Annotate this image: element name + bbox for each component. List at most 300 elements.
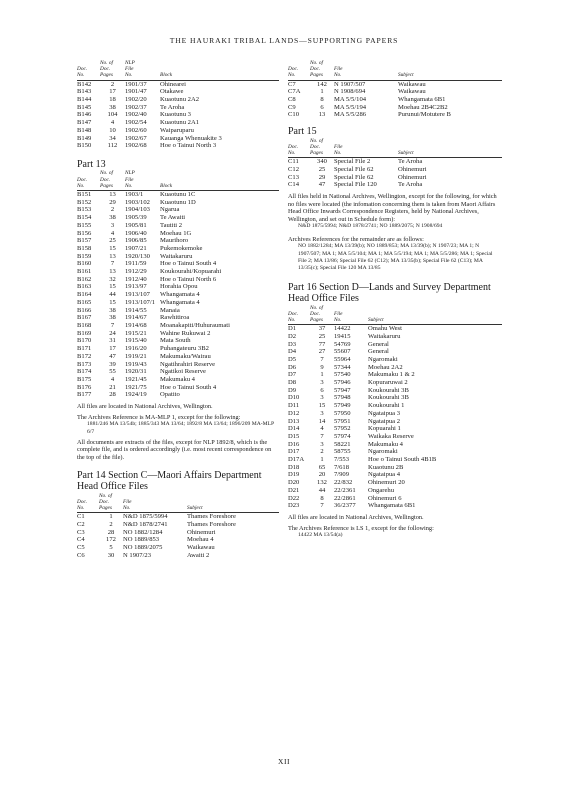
- table-cell: B143: [77, 88, 92, 96]
- table-cell: 7: [320, 355, 324, 363]
- table-cell: 15: [109, 283, 116, 291]
- table-cell: Kopuarahi 1: [368, 425, 401, 433]
- table-row: [77, 361, 279, 369]
- table-cell: D10: [288, 394, 300, 402]
- table-row: [77, 111, 279, 119]
- table-row: [288, 456, 502, 464]
- table-cell: 25: [109, 237, 116, 245]
- table-cell: B159: [77, 252, 92, 260]
- table-cell: C7: [288, 80, 296, 88]
- column-header-nlp: NLP File No.: [125, 60, 160, 80]
- table-cell: 8: [320, 96, 324, 104]
- table-cell: 1903/1: [125, 191, 144, 199]
- table-cell: 55607: [334, 348, 351, 356]
- table-cell: B150: [77, 142, 92, 150]
- table-cell: 1904/103: [125, 206, 150, 214]
- table-cell: 1906/40: [125, 229, 147, 237]
- table-row: [77, 119, 279, 127]
- table-cell: 39: [109, 360, 116, 368]
- part-16-table: [288, 305, 502, 510]
- table-cell: B165: [77, 298, 92, 306]
- table-row: [77, 376, 279, 384]
- table-row: [77, 80, 279, 88]
- table-cell: 1901/47: [125, 88, 147, 96]
- column-header-pages: No. of Doc. Pages: [100, 170, 125, 190]
- table-cell: Ngataipua 2: [368, 417, 401, 425]
- table-cell: B146: [77, 111, 92, 119]
- table-cell: 1914/68: [125, 322, 147, 329]
- table-cell: B144: [77, 96, 92, 104]
- table-cell: 54769: [334, 340, 351, 348]
- table-cell: C9: [288, 103, 296, 111]
- table-cell: NO 1889/2075: [123, 544, 163, 552]
- table-cell: 57951: [334, 417, 351, 425]
- table-cell: 1: [320, 371, 324, 379]
- table-cell: C8: [288, 96, 296, 104]
- part-13-archives-reference: The Archives Reference is MA-MLP 1, except for the following:: [77, 413, 241, 421]
- table-row: [77, 88, 279, 96]
- table-row: [288, 333, 502, 341]
- table-cell: D11: [288, 402, 300, 410]
- part-15-missing-files: N&D 1875/5994; N&D 1878/2741; NO 1889/2075; N 1908/694: [298, 223, 443, 230]
- table-row: [288, 464, 502, 472]
- column-header-file: File No.: [123, 493, 187, 513]
- table-cell: D15: [288, 432, 300, 440]
- table-cell: Thames Foreshore: [187, 513, 236, 521]
- table-row: [288, 425, 502, 433]
- table-cell: MA 5/5/286: [334, 111, 367, 119]
- table-cell: N&D 1878/2741: [123, 520, 168, 528]
- table-row: [77, 191, 279, 199]
- table-cell: B158: [77, 244, 92, 252]
- table-cell: Moehau 2B4C2B2: [398, 103, 448, 111]
- table-row: [288, 356, 502, 364]
- table-cell: 17: [109, 88, 116, 96]
- table-cell: 1913/107: [125, 291, 150, 299]
- table-cell: 38: [109, 306, 116, 314]
- table-cell: Ngatikoi Reserve: [160, 368, 206, 376]
- table-cell: Ohinemuri 20: [368, 479, 405, 487]
- table-cell: MA 5/5/104: [334, 96, 367, 104]
- table-cell: 2: [110, 206, 115, 214]
- part-14-table: [77, 493, 279, 560]
- table-row: [77, 96, 279, 104]
- table-cell: B164: [77, 291, 92, 299]
- table-row: [77, 345, 279, 353]
- table-cell: Kuaotunu 2A2: [160, 96, 200, 104]
- table-cell: Hoe o Tainui South 4: [160, 383, 217, 391]
- table-cell: Kuaotunu 1D: [160, 198, 196, 206]
- table-cell: C10: [288, 111, 299, 119]
- part-13-location-note: All files are located in National Archives, Wellington.: [77, 403, 213, 411]
- table-cell: B142: [77, 80, 92, 88]
- table-cell: 172: [106, 536, 116, 544]
- table-cell: Ngaromaki: [368, 355, 398, 363]
- table-cell: 7/618: [334, 463, 350, 471]
- table-header-row: [77, 60, 279, 80]
- table-cell: 25: [318, 332, 326, 340]
- table-row: [288, 181, 502, 189]
- column-header-pages: No. of Doc. Pages: [310, 138, 334, 158]
- table-row: [77, 214, 279, 222]
- table-cell: 57947: [334, 386, 351, 394]
- table-cell: 340: [317, 158, 327, 166]
- table-cell: 22/2861: [334, 494, 356, 502]
- table-cell: Ongarehu: [368, 486, 394, 494]
- table-cell: Special File 2: [334, 158, 371, 166]
- table-cell: B177: [77, 391, 92, 399]
- column-header-pages: No. of Doc. Pages: [310, 60, 334, 80]
- table-cell: 4: [320, 425, 324, 433]
- table-row: [77, 283, 279, 291]
- table-cell: MA 5/5/194: [334, 103, 367, 111]
- table-cell: 4: [110, 375, 115, 383]
- table-cell: 28: [107, 528, 115, 536]
- column-header-doc: Doc. No.: [77, 170, 100, 190]
- table-cell: 1924/19: [125, 391, 147, 399]
- left-column: [77, 60, 279, 559]
- table-cell: D9: [288, 386, 297, 394]
- table-cell: C11: [288, 158, 299, 166]
- table-row: [77, 230, 279, 238]
- table-cell: 7: [320, 432, 324, 440]
- table-row: [77, 245, 279, 253]
- table-row: [77, 391, 279, 399]
- table-cell: Tautiti 2: [160, 221, 183, 229]
- table-cell: B171: [77, 345, 92, 353]
- table-cell: 1902/37: [125, 103, 147, 111]
- part-15-reference-list: NO 1882/1284; MA 13/39(b); NO 1889/853; MA 13/39(b); N 1907/23; MA 1; N 1907/507; MA 1; MA 5/5/104; MA 1; MA 5/5/194; MA 1; MA 5/5/286; MA 1; Special File 2; MA 13/86; Special File 62 (C12); MA 13/35(b); Special File 62 (C13); MA 13/35(c); Special File 120 MA 13/85: [298, 243, 493, 272]
- table-row: [288, 96, 502, 104]
- table-cell: Ngarua: [160, 206, 180, 214]
- table-row: [288, 448, 502, 456]
- table-cell: Moehau 4: [187, 536, 214, 544]
- table-cell: 47: [109, 352, 116, 360]
- part-15-table: [288, 138, 502, 189]
- table-cell: Hoe o Tainui North 6: [160, 275, 217, 283]
- table-cell: 21: [109, 383, 116, 391]
- table-cell: 1905/81: [125, 221, 147, 229]
- table-cell: 19415: [334, 332, 351, 340]
- column-header-block: Block: [160, 170, 279, 190]
- column-header-file: File No.: [334, 305, 368, 325]
- table-cell: 1902/40: [125, 111, 147, 119]
- table-c-continued: [288, 60, 502, 119]
- column-header-doc: Doc. No.: [288, 305, 310, 325]
- table-cell: B148: [77, 126, 92, 134]
- table-row: [77, 330, 279, 338]
- table-cell: 8: [320, 494, 324, 502]
- table-cell: Whangamata 6B1: [368, 502, 416, 510]
- table-cell: 2: [320, 448, 324, 456]
- page-number: XII: [278, 757, 290, 766]
- table-cell: 65: [318, 463, 326, 471]
- table-cell: Ohinemuri: [398, 173, 427, 181]
- table-cell: 1: [320, 88, 324, 96]
- table-cell: 20: [318, 471, 326, 479]
- table-cell: Waiparuparu: [160, 126, 194, 134]
- table-header-row: [77, 493, 279, 513]
- part-14-heading: Part 14 Section C—Maori Affairs Department Head Office Files: [77, 469, 262, 493]
- table-cell: Ngataipua 4: [368, 471, 401, 479]
- table-row: [77, 206, 279, 214]
- table-cell: 1913/107/1: [125, 298, 156, 306]
- table-row: [288, 487, 502, 495]
- table-cell: 1914/55: [125, 306, 147, 314]
- table-cell: General: [368, 348, 389, 356]
- table-cell: NO 1889/853: [123, 536, 160, 544]
- table-cell: Koukourahi 3B: [368, 386, 409, 394]
- table-cell: B154: [77, 214, 92, 222]
- table-cell: 58755: [334, 448, 351, 456]
- table-cell: N 1907/23: [123, 551, 152, 559]
- table-row: [77, 127, 279, 135]
- table-cell: Waikaka Reserve: [368, 432, 414, 440]
- table-cell: B145: [77, 103, 92, 111]
- table-cell: 13: [109, 252, 116, 260]
- table-cell: Special File 62: [334, 165, 374, 173]
- table-row: [288, 387, 502, 395]
- table-cell: Kuaotunu 1C: [160, 191, 196, 199]
- column-header-doc: Doc. No.: [288, 138, 310, 158]
- table-cell: B169: [77, 329, 92, 337]
- table-cell: 57952: [334, 425, 351, 433]
- table-cell: Wahine Rukuwai 2: [160, 329, 211, 337]
- table-row: [288, 325, 502, 333]
- table-cell: D13: [288, 417, 300, 425]
- table-cell: C13: [288, 173, 299, 181]
- column-header-doc: Doc. No.: [77, 60, 100, 80]
- table-cell: 1920/130: [125, 252, 150, 260]
- table-cell: Manaia: [160, 306, 180, 314]
- column-header-subject: Subject: [187, 493, 279, 513]
- table-cell: Whangamata 6B1: [398, 96, 446, 104]
- table-row: [288, 502, 502, 510]
- table-cell: 2: [109, 520, 113, 528]
- table-cell: 1: [320, 456, 324, 464]
- column-header-subject: Subject: [368, 305, 502, 325]
- column-header-pages: No. of Doc. Pages: [99, 493, 123, 513]
- table-cell: Whangamata 4: [160, 291, 200, 299]
- table-cell: 7: [110, 260, 115, 268]
- table-cell: C2: [77, 520, 85, 528]
- table-cell: Rawhitiroa: [160, 314, 190, 322]
- table-cell: 27: [318, 348, 326, 356]
- table-cell: B167: [77, 314, 92, 322]
- table-cell: D20: [288, 479, 300, 487]
- table-cell: Kuaotunu 2B: [368, 463, 404, 471]
- table-cell: 5: [109, 544, 113, 552]
- table-cell: D4: [288, 348, 297, 356]
- table-row: [288, 418, 502, 426]
- table-cell: B152: [77, 198, 92, 206]
- table-b-top: [77, 60, 279, 150]
- table-cell: Opatito: [160, 391, 180, 399]
- table-cell: 57344: [334, 363, 351, 371]
- table-cell: Ngatihrahiri Reserve: [160, 360, 216, 368]
- table-cell: 57948: [334, 394, 351, 402]
- table-cell: D1: [288, 325, 297, 333]
- table-cell: 1906/85: [125, 237, 147, 245]
- table-cell: D6: [288, 363, 297, 371]
- table-row: [77, 307, 279, 315]
- table-cell: 29: [318, 173, 326, 181]
- table-cell: B172: [77, 352, 92, 360]
- table-cell: 3: [320, 440, 324, 448]
- table-cell: 9: [320, 363, 324, 371]
- part-16-heading: Part 16 Section D—Lands and Survey Department Head Office Files: [288, 281, 491, 304]
- table-cell: Moehau 1G: [160, 229, 192, 237]
- table-cell: B168: [77, 322, 92, 329]
- table-header-row: [288, 138, 502, 158]
- table-cell: Koukourahi 3B: [368, 394, 409, 402]
- table-cell: C6: [77, 551, 85, 559]
- table-cell: 55: [109, 368, 116, 376]
- table-cell: C7A: [288, 88, 301, 96]
- table-cell: 142: [317, 80, 327, 88]
- table-cell: D3: [288, 340, 297, 348]
- table-cell: 44: [109, 291, 116, 299]
- table-cell: Purunui/Motutere B: [398, 111, 451, 119]
- table-cell: Makumaku/Wairau: [160, 352, 211, 360]
- table-cell: 1916/20: [125, 345, 147, 353]
- table-cell: Ngataipua 3: [368, 409, 401, 417]
- table-cell: B151: [77, 191, 92, 199]
- column-header-nlp: NLP File No.: [125, 170, 160, 190]
- table-cell: D23: [288, 502, 300, 510]
- part-16-reference-list: 14422 MA 13/54(a): [298, 532, 343, 539]
- table-row: [77, 237, 279, 245]
- table-cell: 6: [320, 103, 324, 111]
- part-16-archives-reference: The Archives Reference is LS 1, except for the following:: [288, 524, 434, 532]
- table-row: [288, 433, 502, 441]
- table-cell: 15: [109, 298, 116, 306]
- part-15-archives-reference: Archives References for the remainder are as follows:: [288, 235, 424, 243]
- table-cell: 1914/67: [125, 314, 147, 322]
- table-cell: Special File 62: [334, 173, 374, 181]
- table-cell: Kopuraruwai 2: [368, 379, 408, 387]
- table-cell: Ohinemuri 6: [368, 494, 402, 502]
- table-cell: 15: [109, 244, 116, 252]
- table-cell: 104: [107, 111, 118, 119]
- table-cell: D8: [288, 379, 297, 387]
- part-16-location-note: All files are located in National Archives, Wellington.: [288, 513, 424, 521]
- column-header-file: File No.: [334, 60, 398, 80]
- table-row: [288, 379, 502, 387]
- table-cell: 14: [318, 417, 326, 425]
- table-cell: Moanakapiti/Huhuraumati: [160, 322, 230, 329]
- table-header-row: [77, 170, 279, 190]
- table-cell: 28: [109, 391, 116, 399]
- table-cell: Horahia Opou: [160, 283, 198, 291]
- table-cell: Hoe o Tainui North 3: [160, 142, 217, 150]
- table-row: [77, 353, 279, 361]
- table-cell: 3: [320, 394, 324, 402]
- table-cell: 13: [109, 268, 116, 276]
- table-row: [77, 199, 279, 207]
- table-cell: 57950: [334, 409, 351, 417]
- table-cell: N 1907/507: [334, 80, 366, 88]
- table-cell: Ohinemuri: [398, 165, 427, 173]
- table-cell: B161: [77, 268, 92, 276]
- table-cell: Waitakaruru: [160, 252, 193, 260]
- table-cell: D18: [288, 463, 300, 471]
- table-row: [288, 80, 502, 88]
- table-cell: 47: [318, 181, 326, 189]
- table-row: [77, 253, 279, 261]
- table-cell: 14422: [334, 325, 351, 333]
- table-cell: 13: [109, 191, 116, 199]
- table-cell: 15: [318, 402, 326, 410]
- table-row: [288, 341, 502, 349]
- table-cell: 1919/43: [125, 360, 147, 368]
- table-cell: C4: [77, 536, 85, 544]
- table-cell: B175: [77, 375, 92, 383]
- table-cell: 58221: [334, 440, 351, 448]
- table-cell: 57540: [334, 371, 351, 379]
- table-cell: B174: [77, 368, 92, 376]
- table-cell: 57974: [334, 432, 351, 440]
- table-cell: Kuaotunu 3: [160, 111, 191, 119]
- table-cell: 38: [109, 214, 116, 222]
- table-cell: D22: [288, 494, 300, 502]
- table-cell: Te Aroha: [398, 158, 423, 166]
- table-cell: Puhangateuru 3B2: [160, 345, 209, 353]
- table-cell: 1902/20: [125, 96, 147, 104]
- table-cell: 1903/102: [125, 198, 150, 206]
- table-cell: 3: [320, 379, 324, 387]
- table-cell: Makumaku 1 & 2: [368, 371, 415, 379]
- table-cell: D21: [288, 486, 300, 494]
- right-column: [288, 60, 502, 539]
- table-cell: 3: [110, 221, 115, 229]
- table-cell: B176: [77, 383, 92, 391]
- table-row: [77, 544, 279, 552]
- table-cell: 1913/97: [125, 283, 147, 291]
- table-cell: 36/2377: [334, 502, 356, 510]
- table-row: [288, 495, 502, 503]
- table-cell: 2: [110, 80, 115, 88]
- table-cell: N&D 1875/5994: [123, 513, 168, 521]
- table-cell: D2: [288, 332, 297, 340]
- table-cell: 30: [107, 551, 115, 559]
- table-cell: B173: [77, 360, 92, 368]
- table-cell: 7/553: [334, 456, 350, 464]
- table-cell: 10: [109, 126, 116, 134]
- table-row: [77, 222, 279, 230]
- table-cell: Te Aroha: [160, 103, 185, 111]
- table-row: [77, 368, 279, 376]
- table-cell: 7: [110, 322, 115, 329]
- table-cell: Mata South: [160, 337, 191, 345]
- table-cell: D17: [288, 448, 300, 456]
- table-row: [77, 322, 279, 330]
- table-cell: 1: [109, 513, 113, 521]
- table-cell: 22/832: [334, 479, 353, 487]
- table-cell: Koukourahi/Kopuarahi: [160, 268, 222, 276]
- table-row: [77, 142, 279, 150]
- table-row: [77, 521, 279, 529]
- table-cell: Kuaotunu 2A1: [160, 119, 200, 127]
- table-row: [77, 299, 279, 307]
- column-header-doc: Doc. No.: [77, 493, 99, 513]
- table-row: [77, 104, 279, 112]
- table-row: [77, 337, 279, 345]
- running-header: THE HAURAKI TRIBAL LANDS—SUPPORTING PAPERS: [169, 36, 399, 45]
- table-row: [77, 384, 279, 392]
- table-cell: Hoe o Tainui South 4B1B: [368, 456, 437, 464]
- table-cell: Maurihoro: [160, 237, 189, 245]
